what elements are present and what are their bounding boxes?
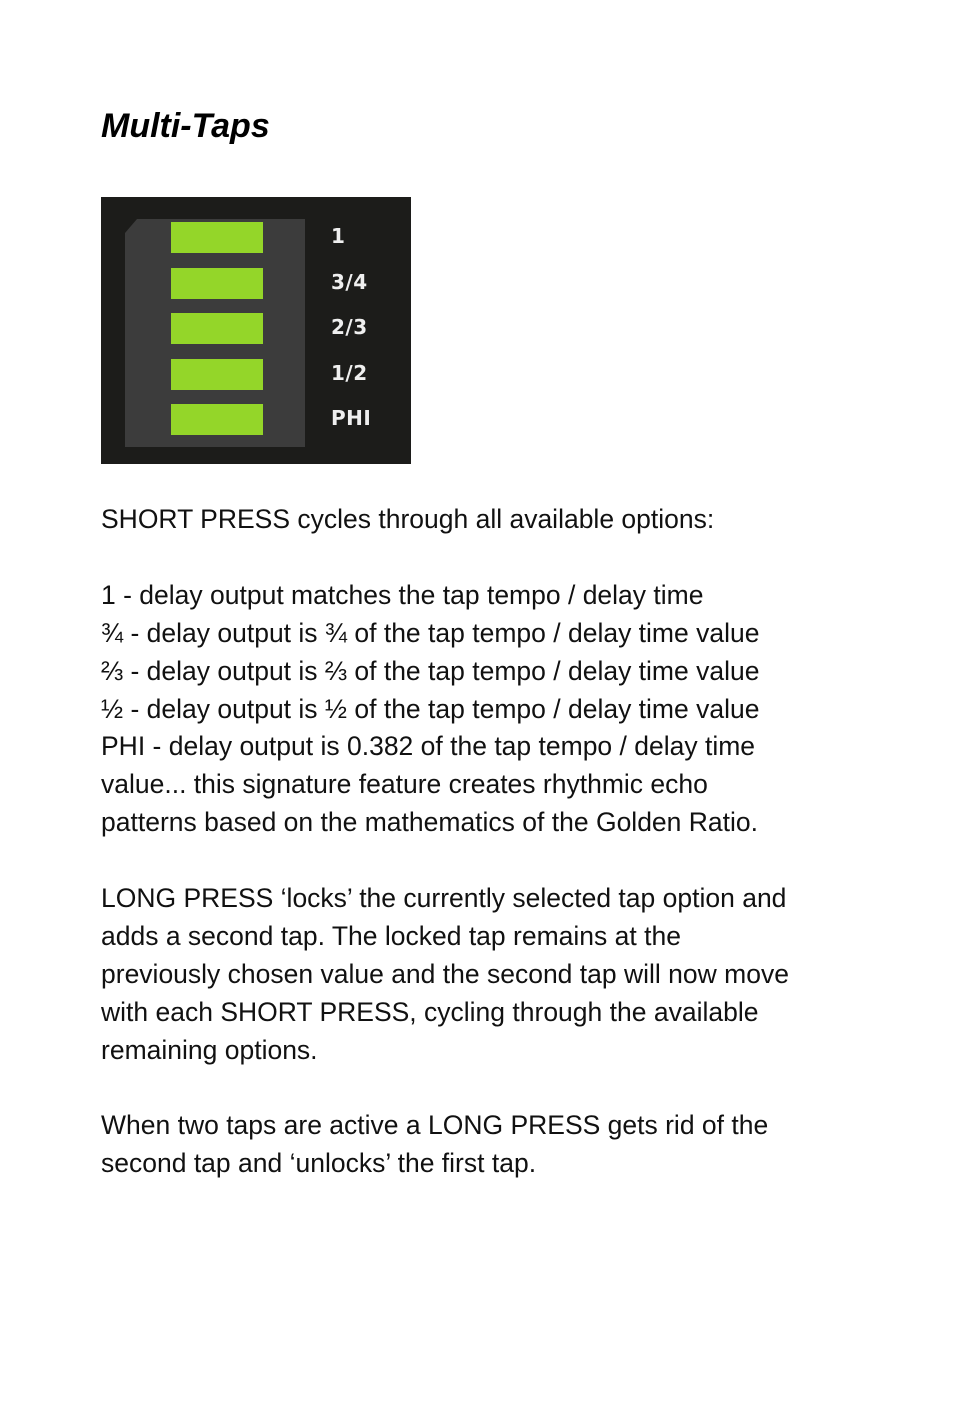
option-line: value... this signature feature creates rhythmic echo <box>101 769 708 800</box>
short-press-intro: SHORT PRESS cycles through all available options: <box>101 504 715 534</box>
led-label-phi: PHI <box>331 406 372 430</box>
page-title: Multi-Taps <box>101 107 270 145</box>
options-list <box>101 577 861 842</box>
led-label-2-3: 2/3 <box>331 315 368 339</box>
multi-tap-led-panel-image <box>101 197 411 464</box>
option-line: PHI - delay output is 0.382 of the tap tempo / delay time <box>101 731 756 762</box>
led-1-2 <box>171 359 263 390</box>
paragraph-line: second tap and ‘unlocks’ the first tap. <box>101 1148 537 1179</box>
paragraph-line: adds a second tap. The locked tap remains at the <box>101 920 681 951</box>
option-line: patterns based on the mathematics of the Golden Ratio. <box>101 807 759 838</box>
option-line: ¾ - delay output is ¾ of the tap tempo / delay time value <box>101 617 760 648</box>
body-text <box>101 501 861 1183</box>
option-line: ½ - delay output is ½ of the tap tempo / delay time value <box>101 693 760 724</box>
led-3-4 <box>171 268 263 299</box>
paragraph-line: When two taps are active a LONG PRESS gets rid of the <box>101 1110 769 1141</box>
led-1 <box>171 222 263 253</box>
long-press-paragraph <box>101 880 861 1070</box>
two-taps-paragraph <box>101 1107 861 1183</box>
led-label-3-4: 3/4 <box>331 270 368 294</box>
paragraph-line: previously chosen value and the second tap will now move <box>101 958 789 989</box>
led-label-1-2: 1/2 <box>331 361 368 385</box>
option-line: ⅔ - delay output is ⅔ of the tap tempo / delay time value <box>101 655 760 686</box>
option-line: 1 - delay output matches the tap tempo / delay time <box>101 579 704 610</box>
led-2-3 <box>171 313 263 344</box>
led-label-1: 1 <box>331 224 346 248</box>
paragraph-line: remaining options. <box>101 1034 318 1065</box>
led-phi <box>171 404 263 435</box>
paragraph-line: with each SHORT PRESS, cycling through the available <box>101 996 759 1027</box>
paragraph-line: LONG PRESS ‘locks’ the currently selected tap option and <box>101 883 787 914</box>
